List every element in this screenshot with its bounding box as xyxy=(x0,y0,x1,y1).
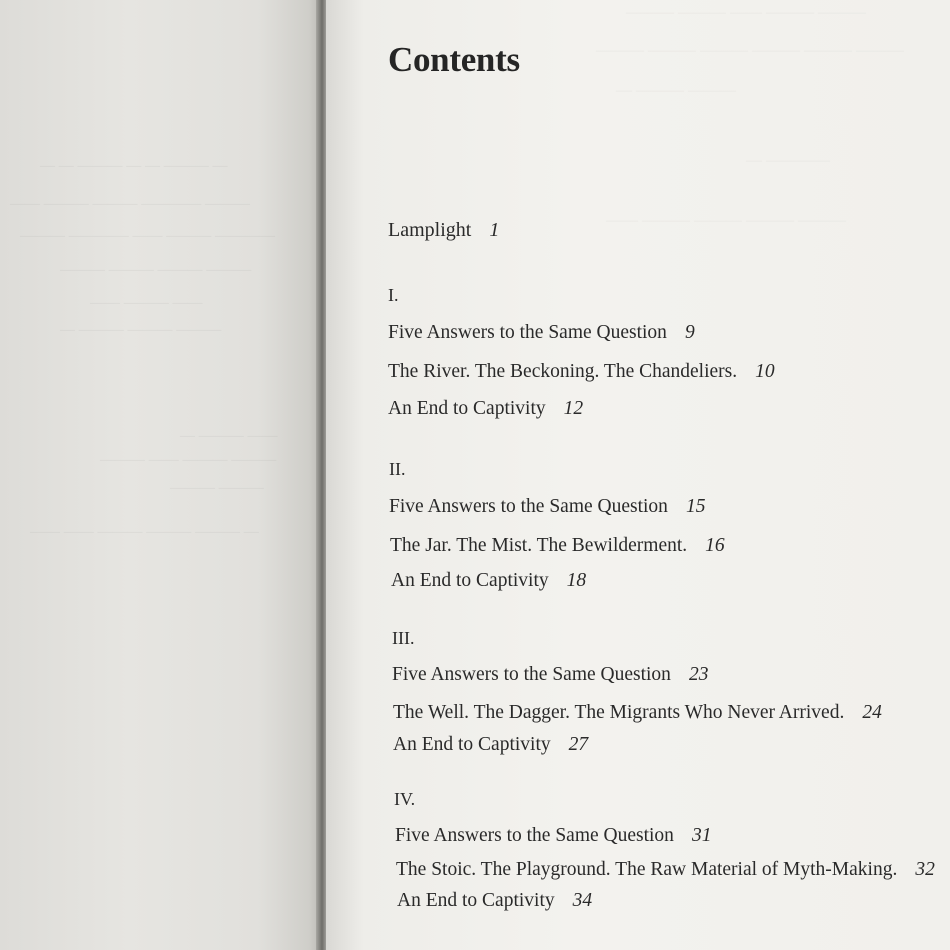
entry-title: Five Answers to the Same Question xyxy=(395,825,674,846)
toc-entry[interactable] xyxy=(396,859,935,881)
entry-title: An End to Captivity xyxy=(388,398,546,419)
toc-entry-lamplight[interactable] xyxy=(388,219,499,242)
right-page xyxy=(326,0,950,950)
entry-title: Lamplight xyxy=(388,219,472,241)
entry-page: 32 xyxy=(915,859,935,880)
show-through-text: ——— ———— ——— ——— —— xyxy=(10,196,250,212)
toc-entry[interactable] xyxy=(388,322,695,344)
toc-entry[interactable] xyxy=(397,890,592,912)
entry-page: 27 xyxy=(568,734,589,755)
entry-title: The Stoic. The Playground. The Raw Material of Myth-Making. xyxy=(396,859,898,880)
toc-entry[interactable] xyxy=(388,398,583,420)
entry-title: Five Answers to the Same Question xyxy=(392,664,671,685)
entry-title: An End to Captivity xyxy=(397,890,555,911)
section-numeral: III. xyxy=(392,628,415,648)
entry-page: 34 xyxy=(572,890,593,911)
entry-page: 18 xyxy=(566,570,587,591)
toc-entry[interactable] xyxy=(393,702,882,724)
show-through-text: — ——— ——— ——— —— —— xyxy=(30,524,259,540)
toc-entry[interactable] xyxy=(395,825,711,847)
section-numeral: I. xyxy=(388,285,399,305)
entry-title: Five Answers to the Same Question xyxy=(388,322,667,343)
show-through-text: —— ——— —— xyxy=(90,295,203,311)
entry-page: 9 xyxy=(684,322,695,343)
left-page xyxy=(0,0,322,950)
toc-entry[interactable] xyxy=(388,361,775,383)
show-through-text: — ——— — — ——— — — xyxy=(40,158,228,174)
entry-page: 16 xyxy=(705,535,725,556)
toc-entry[interactable] xyxy=(391,570,586,592)
entry-title: Five Answers to the Same Question xyxy=(389,496,668,517)
show-through-text: ——— ——— ——— ——— —— xyxy=(606,212,846,229)
entry-page: 23 xyxy=(688,664,709,685)
entry-page: 1 xyxy=(489,219,500,241)
entry-page: 15 xyxy=(685,496,706,517)
toc-entry[interactable] xyxy=(392,664,708,686)
show-through-text: ——— ——— xyxy=(170,480,264,496)
page-title: Contents xyxy=(388,40,520,79)
show-through-text: —— ——— — xyxy=(180,428,278,444)
entry-page: 12 xyxy=(563,398,584,419)
section-numeral: II. xyxy=(389,459,406,479)
section-numeral: IV. xyxy=(394,789,416,809)
entry-page: 31 xyxy=(691,825,712,846)
show-through-text: ——— ——— ——— ——— ——— ——— xyxy=(596,42,904,59)
toc-entry[interactable] xyxy=(393,734,588,756)
entry-title: An End to Captivity xyxy=(391,570,549,591)
entry-title: The River. The Beckoning. The Chandeliers. xyxy=(388,361,738,382)
entry-title: An End to Captivity xyxy=(393,734,551,755)
toc-entry[interactable] xyxy=(389,496,705,518)
entry-title: The Jar. The Mist. The Bewilderment. xyxy=(390,535,688,556)
entry-title: The Well. The Dagger. The Migrants Who Never Arrived. xyxy=(393,702,845,723)
entry-page: 24 xyxy=(862,702,882,723)
show-through-text: ———— — xyxy=(746,152,830,169)
toc-entry[interactable] xyxy=(390,535,725,557)
show-through-text: ——— ——— —— ——— ——— xyxy=(626,4,866,21)
show-through-text: ——— ——— —— ——— xyxy=(100,452,277,468)
entry-page: 10 xyxy=(755,361,775,382)
show-through-text: ——— ——— ——— — xyxy=(60,322,222,338)
show-through-text: ——— ——— ——— ——— xyxy=(60,262,252,278)
show-through-text: ——— ——— — xyxy=(616,82,736,99)
show-through-text: ———— ——— —— ———— ——— xyxy=(20,228,275,244)
